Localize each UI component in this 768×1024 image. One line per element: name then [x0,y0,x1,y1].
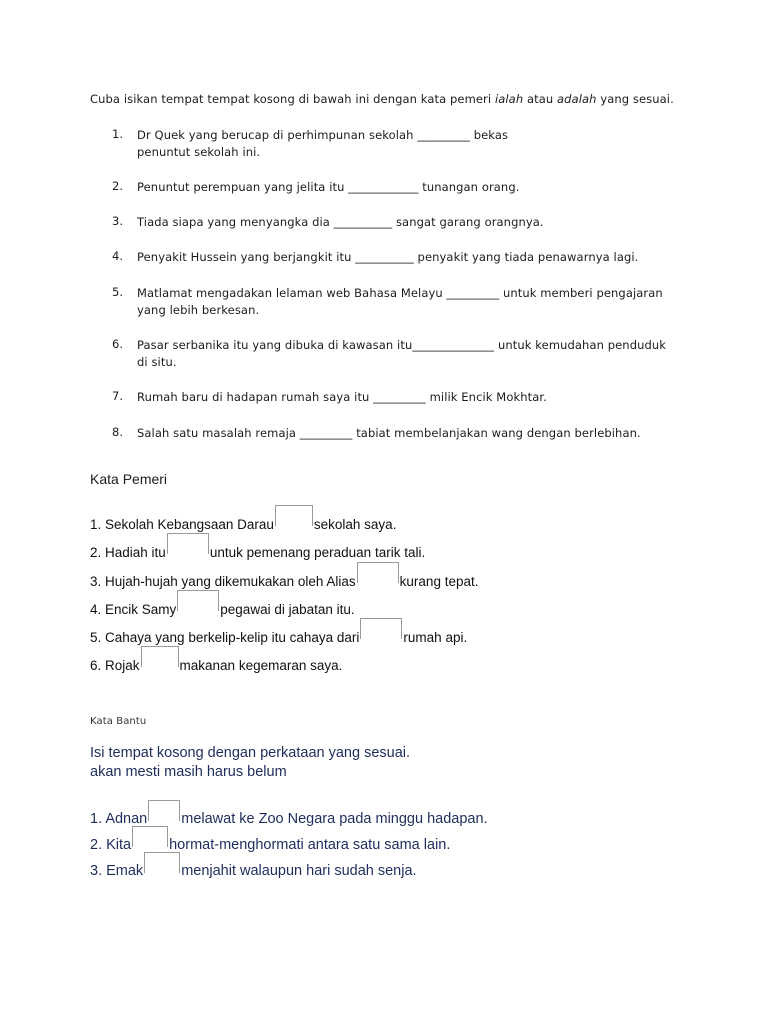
kp-item-6: 6. Rojak makanan kegemaran saya. [90,652,342,673]
kata-bantu-instruction: Isi tempat kosong dengan perkataan yang sesuai. [90,745,411,761]
kp-item-4: 4. Encik Samy pegawai di jabatan itu. [90,596,355,617]
kp-item-1: 1. Sekolah Kebangsaan Darau sekolah saya. [90,511,396,532]
kata-pemeri-heading: Kata Pemeri [90,471,168,487]
kb-item-2: 2. Kita hormat-menghormati antara satu sama lain. [90,832,450,853]
answer-box[interactable] [141,646,179,667]
answer-box[interactable] [275,505,313,526]
answer-box[interactable] [167,533,209,554]
kp-item-2: 2. Hadiah itu untuk pemenang peraduan tarik tali. [90,539,425,560]
word-ialah: ialah [494,92,524,106]
kp-item-5: 5. Cahaya yang berkelip-kelip itu cahaya dari rumah api. [90,624,467,645]
answer-box[interactable] [148,800,180,821]
answer-box[interactable] [132,826,168,847]
answer-box[interactable] [357,562,399,583]
answer-box[interactable] [177,590,219,611]
word-adalah: adalah [557,92,597,106]
answer-box[interactable] [144,852,180,873]
kb-item-1: 1. Adnan melawat ke Zoo Negara pada minggu hadapan. [90,806,488,827]
kata-bantu-label: Kata Bantu [90,716,147,727]
instruction: Cuba isikan tempat tempat kosong di bawah ini dengan kata pemeri ialah atau adalah yang sesuai. [90,92,674,106]
kp-item-3: 3. Hujah-hujah yang dikemukakan oleh Alias kurang tepat. [90,568,478,589]
answer-box[interactable] [360,618,402,639]
kb-item-3: 3. Emak menjahit walaupun hari sudah senja. [90,858,417,879]
kata-bantu-word-list: akan mesti masih harus belum [90,764,287,780]
